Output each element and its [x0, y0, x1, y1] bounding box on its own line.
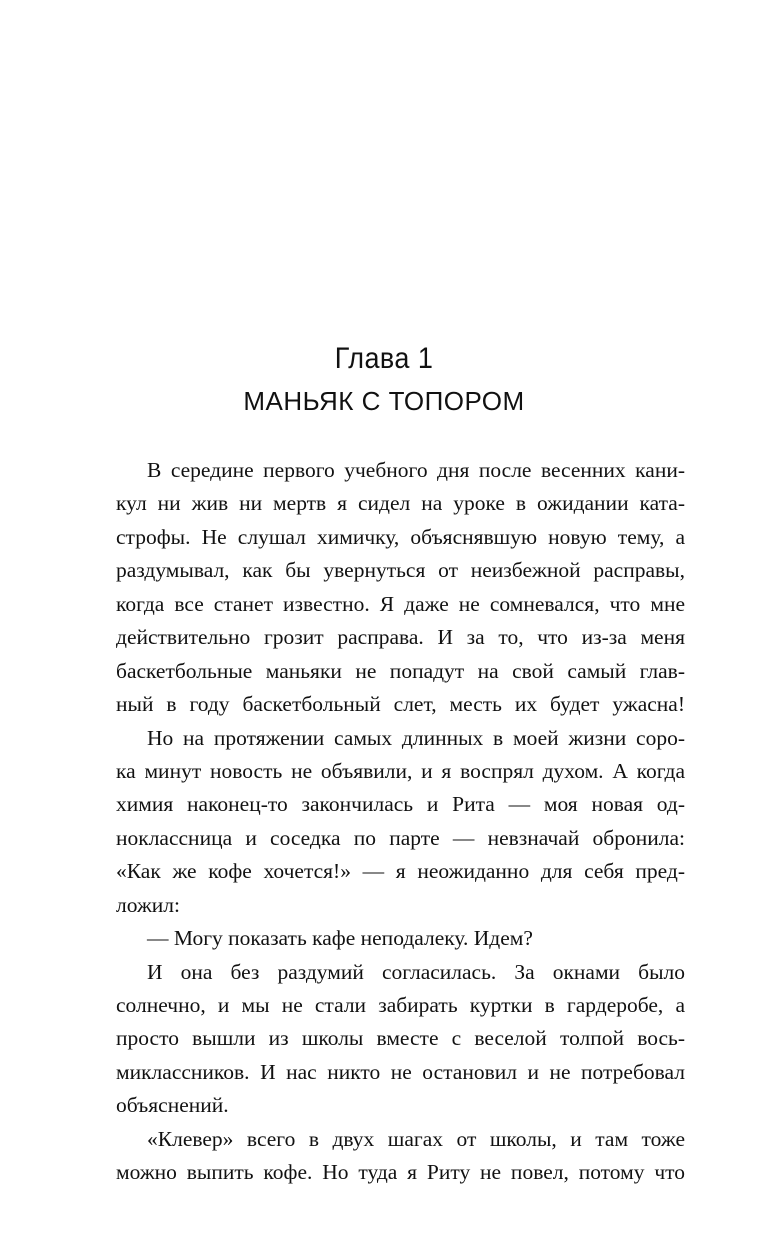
body-text — [116, 454, 685, 1190]
text-line: В середине первого учебного дня после весенних кани- — [147, 458, 685, 482]
text-line: И она без раздумий согласилась. За окнами было — [147, 959, 685, 984]
text-line: просто вышли из школы вместе с веселой толпой вось- — [116, 1026, 685, 1051]
text-line: раздумывал, как бы увернуться от неизбежной расправы, — [116, 558, 685, 583]
text-line: ный в году баскетбольный слет, месть их будет ужасна! — [116, 692, 685, 717]
text-line: когда все станет известно. Я даже не сомневался, что мне — [116, 591, 685, 616]
text-line: ка минут новость не объявили, и я воспрял духом. А когда — [116, 758, 685, 783]
text-line: Но на протяжении самых длинных в моей жизни соро- — [147, 725, 685, 750]
text-line: ноклассница и соседка по парте — невзначай обронила: — [116, 825, 685, 850]
text-line: строфы. Не слушал химичку, объяснявшую новую тему, а — [116, 524, 685, 549]
text-line: баскетбольные маньяки не попадут на свой самый глав- — [116, 658, 685, 683]
chapter-number: Глава 1 — [334, 342, 434, 375]
text-line: солнечно, и мы не стали забирать куртки в гардеробе, а — [116, 993, 685, 1017]
text-line: действительно грозит расправа. И за то, что из-за меня — [116, 625, 685, 650]
text-line: химия наконец-то закончилась и Рита — моя новая од- — [116, 792, 685, 817]
text-line: кул ни жив ни мертв я сидел на уроке в ожидании ката- — [116, 491, 685, 516]
text-line: можно выпить кофе. Но туда я Риту не повел, потому что — [116, 1160, 685, 1185]
text-line: объяснений. — [116, 1093, 229, 1118]
text-line: миклассников. И нас никто не остановил и не потребовал — [116, 1059, 685, 1084]
text-line: ложил: — [116, 892, 181, 917]
chapter-title: МАНЬЯК С ТОПОРОМ — [243, 386, 525, 416]
text-line: — Могу показать кафе неподалеку. Идем? — [147, 926, 533, 951]
text-line: «Клевер» всего в двух шагах от школы, и там тоже — [147, 1126, 685, 1151]
text-line: «Как же кофе хочется!» — я неожиданно для себя пред- — [116, 859, 685, 884]
